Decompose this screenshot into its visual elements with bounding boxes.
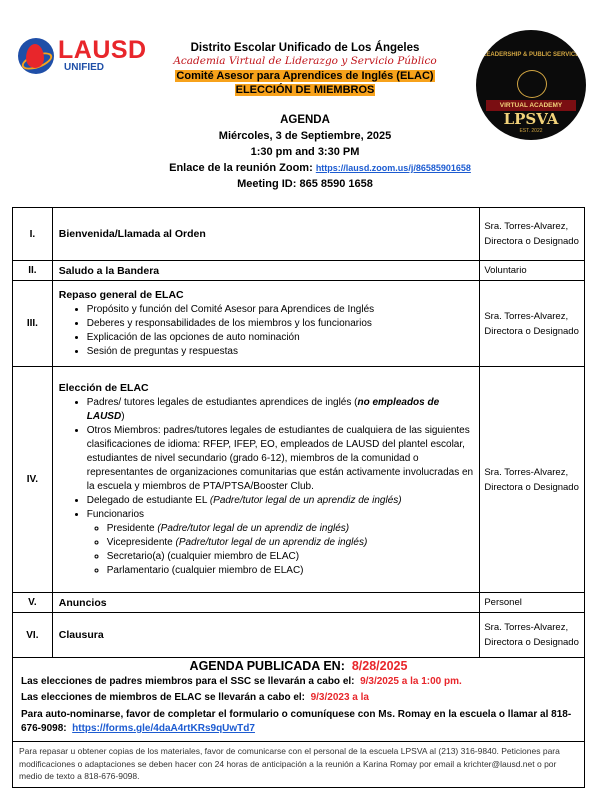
- lpsva-logo-top: LEADERSHIP & PUBLIC SERVICE: [482, 52, 580, 58]
- agenda-table: [12, 207, 585, 658]
- row-title: Elección de ELAC: [58, 381, 149, 394]
- nomination-form-link[interactable]: https://forms.gle/4daA4rtKRs9qUwTd7: [72, 723, 255, 734]
- list-item: ◦ Parlamentario (cualquier miembro de ELAC): [107, 564, 480, 578]
- row-number: I.: [13, 208, 53, 261]
- list-item: • Funcionarios: [87, 508, 480, 522]
- published-section: [12, 656, 585, 742]
- lpsva-logo-ribbon: VIRTUAL ACADEMY: [486, 100, 576, 111]
- meeting-id: Meeting ID: 865 8590 1658: [237, 178, 373, 190]
- list-item: • Sesión de preguntas y respuestas: [87, 345, 480, 359]
- row-title: Repaso general de ELAC: [58, 288, 184, 301]
- row-responsible: Sra. Torres-Alvarez, Directora o Designado: [480, 281, 585, 367]
- self-nomination-line: Para auto-nominarse, favor de completar el formulario o comuníquese con Ms. Romay en la escuela o llamar al 818-676-9098: https://forms.gle/4daA4rtKRs9qUwTd7: [21, 709, 572, 734]
- list-item: ◦ Vicepresidente (Padre/tutor legal de un aprendiz de inglés): [107, 536, 480, 550]
- agenda-date: Miércoles, 3 de Septiembre, 2025: [218, 130, 392, 142]
- row-responsible: Personel: [480, 593, 585, 613]
- row-title: Anuncios: [58, 596, 107, 609]
- row-number: VI.: [13, 613, 53, 658]
- row-number: III.: [13, 281, 53, 367]
- ssc-election-line: Las elecciones de padres miembros para el SSC se llevarán a cabo el: 9/3/2025 a la 1:00 pm.: [21, 676, 462, 687]
- row-number: V.: [13, 593, 53, 613]
- lpsva-logo-name: LPSVA: [503, 110, 559, 128]
- row-title: Saludo a la Bandera: [58, 264, 160, 277]
- list-item: • Otros Miembros: padres/tutores legales de estudiantes de cualquiera de las siguientes clasificaciones de idioma: RFEP, IFEP, EO, empleados de LAUSD del plantel escolar, estudiantes de nivel secundario (grado 6-12), miembros de la comunidad o representantes de organizaciones comunitarias que están activamente involucradas en la escuela y miembros de PTA/PTSA/Booster Club.: [87, 424, 480, 494]
- agenda-title: AGENDA: [280, 114, 330, 126]
- bullet-list: [59, 303, 480, 359]
- agenda-time: 1:30 pm and 3:30 PM: [250, 146, 360, 158]
- bullet-list: [59, 396, 480, 522]
- table-row: [13, 367, 585, 593]
- row-number: II.: [13, 261, 53, 281]
- zoom-link-label: Enlace de la reunión Zoom:: [169, 162, 313, 174]
- row-responsible: Voluntario: [480, 261, 585, 281]
- list-item: • Delegado de estudiante EL (Padre/tutor legal de un aprendiz de inglés): [87, 494, 480, 508]
- zoom-link-line: [90, 162, 550, 174]
- list-item: • Explicación de las opciones de auto nominación: [87, 331, 480, 345]
- list-item: • Padres/ tutores legales de estudiantes aprendices de inglés (no empleados de LAUSD): [87, 396, 480, 424]
- row-responsible: Sra. Torres-Alvarez, Directora o Designado: [480, 208, 585, 261]
- lausd-logo-sub: UNIFIED: [64, 62, 104, 73]
- district-name: Distrito Escolar Unificado de Los Ángeles: [190, 42, 420, 54]
- published-date: 8/28/2025: [351, 659, 408, 673]
- table-row: [13, 593, 585, 613]
- row-item: [52, 281, 480, 367]
- row-title: Clausura: [58, 629, 104, 641]
- published-title: AGENDA PUBLICADA EN: 8/28/2025: [189, 659, 408, 673]
- committee-name: Comité Asesor para Aprendices de Inglés (ELAC): [176, 70, 434, 82]
- lpsva-logo-est: EST. 2022: [519, 128, 543, 134]
- table-row: [13, 613, 585, 658]
- elac-election-line: Las elecciones de miembros de ELAC se llevarán a cabo el: 9/3/2023 a la: [21, 692, 369, 703]
- lpsva-logo: [476, 30, 586, 140]
- footer-note: Para repasar u obtener copias de los materiales, favor de comunicarse con el personal de la escuela LPSVA al (213) 316-9840. Peticiones para modificaciones o adaptaciones se deben hacer con 24 horas de anticipación a la reunión a Karina Romay por email a krichter@lausd.net o por medio de texto a 818-676-9098.: [12, 741, 585, 788]
- lausd-logo-name: LAUSD: [58, 36, 147, 64]
- list-item: ◦ Secretario(a) (cualquier miembro de ELAC): [107, 550, 480, 564]
- row-item: [52, 367, 480, 593]
- officer-list: [59, 522, 480, 578]
- table-row: [13, 281, 585, 367]
- lpsva-emblem-icon: [517, 70, 547, 98]
- academy-name: Academia Virtual de Liderazgo y Servicio Público: [173, 55, 437, 67]
- row-number: IV.: [13, 367, 53, 593]
- list-item: ◦ Presidente (Padre/tutor legal de un aprendiz de inglés): [107, 522, 480, 536]
- list-item: • Propósito y función del Comité Asesor para Aprendices de Inglés: [87, 303, 480, 317]
- row-responsible: Sra. Torres-Alvarez, Directora o Designado: [480, 367, 585, 593]
- row-responsible: Sra. Torres-Alvarez, Directora o Designado: [480, 613, 585, 658]
- row-item: [52, 208, 480, 261]
- election-title: ELECCIÓN DE MIEMBROS: [235, 84, 375, 96]
- table-row: [13, 261, 585, 281]
- lausd-logo: [18, 38, 148, 78]
- table-row: [13, 208, 585, 261]
- list-item: • Deberes y responsabilidades de los miembros y los funcionarios: [87, 317, 480, 331]
- lausd-emblem-icon: [18, 38, 54, 74]
- row-item: [52, 593, 480, 613]
- row-item: [52, 613, 480, 658]
- zoom-link[interactable]: https://lausd.zoom.us/j/86585901658: [315, 163, 471, 173]
- row-item: [52, 261, 480, 281]
- row-title: Bienvenida/Llamada al Orden: [58, 228, 206, 240]
